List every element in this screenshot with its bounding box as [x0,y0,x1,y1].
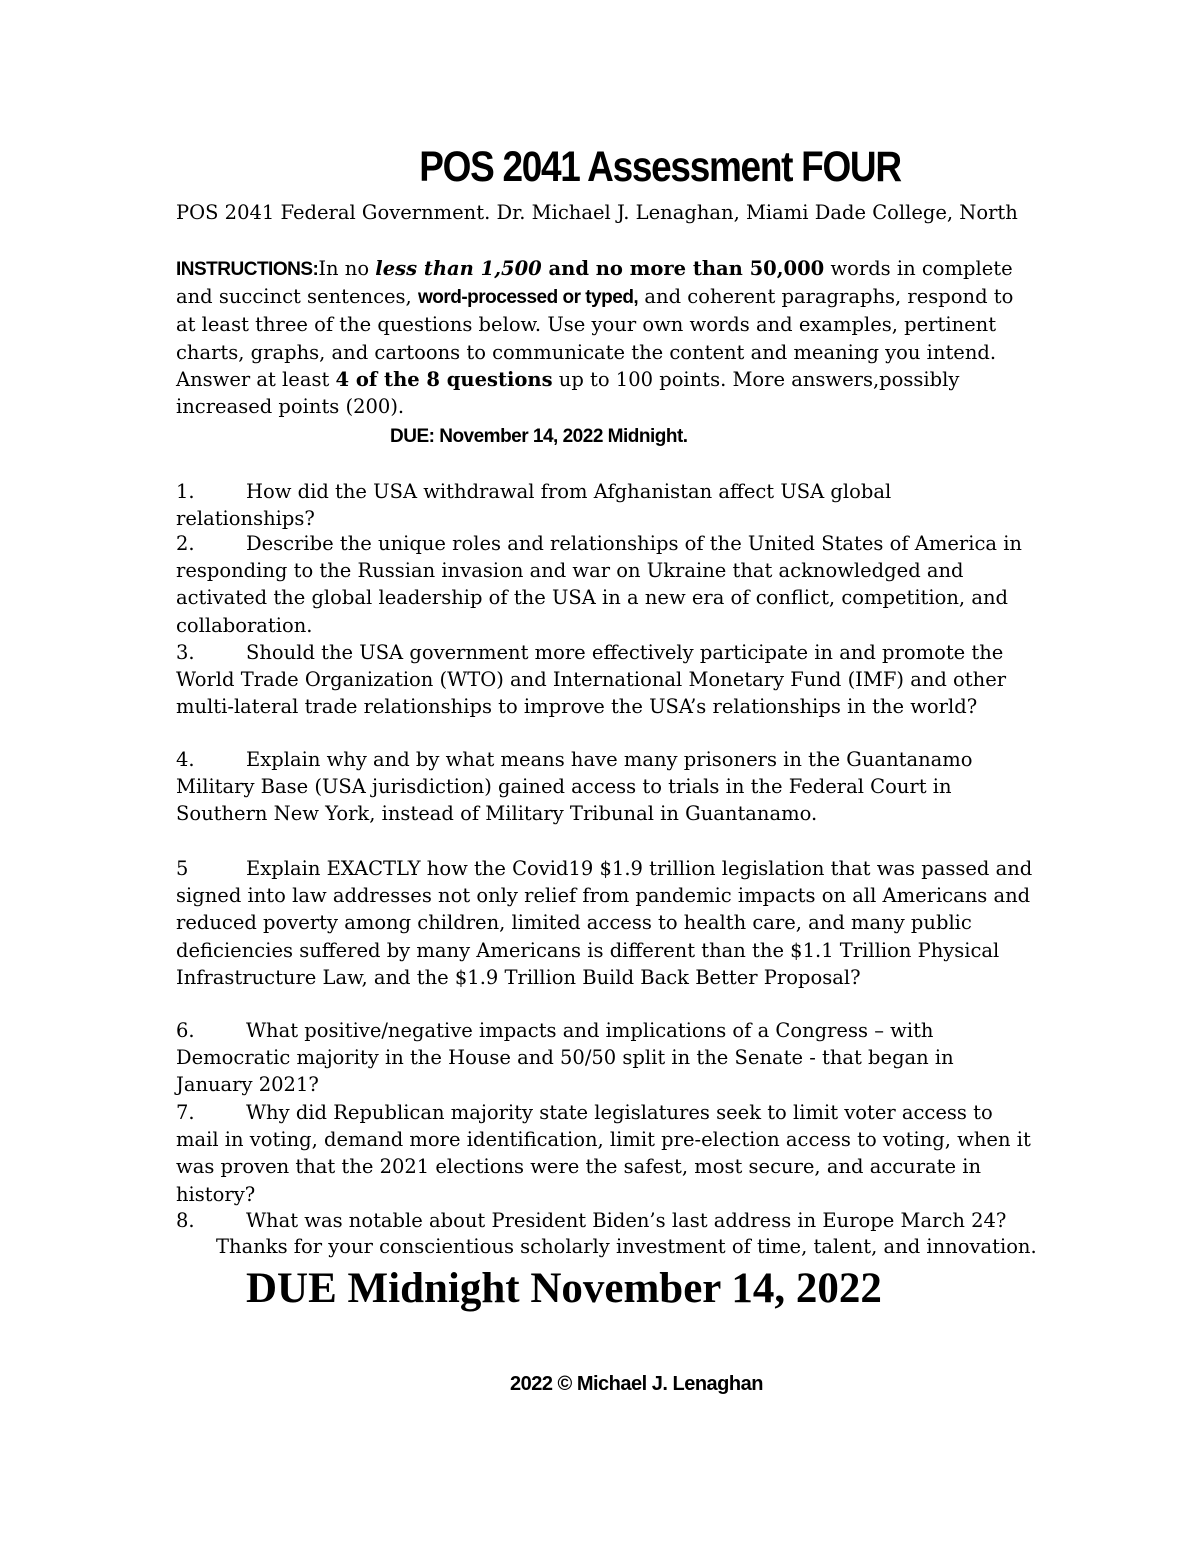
instructions-text-3: and coherent paragraphs, respond to at least three of the questions below. Use your own words and examples, pertinent charts, graphs, and cartoons to communicate the content and meaning you intend. Answer at least [176,285,1014,391]
copyright-notice: 2022 © Michael J. Lenaghan [510,1373,763,1395]
question-item [176,855,1036,991]
instructions-paragraph [176,255,1036,420]
question-number: 8. [176,1209,195,1232]
question-number: 1. [176,480,195,503]
due-date-heading: DUE: November 14, 2022 Midnight. [390,426,688,447]
question-item [176,1099,1036,1208]
question-text: Why did Republican majority state legislatures seek to limit voter access to mail in voting, demand more identification, limit pre-election access to voting, when it was proven that the 2021 elections were the safest, most secure, and accurate in history? [176,1101,1031,1206]
instructions-min-words: less than 1,500 [375,257,542,280]
question-number: 7. [176,1101,195,1124]
question-item [176,530,1036,639]
question-text: Should the USA government more effectively participate in and promote the World Trade Organization (WTO) and International Monetary Fund (IMF) and other multi-lateral trade relationships to improve the USA’s relationships in the world? [176,641,1007,719]
question-item [176,1017,1036,1099]
instructions-format: word-processed or typed, [417,287,639,309]
question-item [176,1207,1036,1234]
instructions-label: INSTRUCTIONS: [176,259,319,280]
instructions-text-1: In no [318,257,376,280]
due-date-banner: DUE Midnight November 14, 2022 [246,1265,882,1312]
instructions-max-words: and no more than 50,000 [541,257,825,280]
instructions-question-count: 4 of the 8 questions [335,367,553,391]
question-text: Explain why and by what means have many prisoners in the Guantanamo Military Base (USA jurisdiction) gained access to trials in the Federal Court in Southern New York, instead of Military Tribunal in Guantanamo. [176,748,973,826]
question-number: 6. [176,1019,195,1042]
question-text: How did the USA withdrawal from Afghanistan affect USA global relationships? [176,480,892,531]
question-text: Describe the unique roles and relationships of the United States of America in responding to the Russian invasion and war on Ukraine that acknowledged and activated the global leadership of the USA in a new era of conflict, competition, and collaboration. [176,532,1022,637]
question-item [176,478,1036,532]
course-subtitle: POS 2041 Federal Government. Dr. Michael J. Lenaghan, Miami Dade College, North [176,201,1018,224]
page-title: POS 2041 Assessment FOUR [419,143,901,191]
question-item [176,639,1036,721]
question-number: 4. [176,748,195,771]
question-number: 2. [176,532,195,555]
question-text: What positive/negative impacts and implications of a Congress – with Democratic majority in the House and 50/50 split in the Senate - that began in January 2021? [176,1019,954,1097]
instructions-text-2: words in complete and succinct sentences, [176,257,1013,309]
instructions-text-4: up to 100 points. More answers,possibly increased points (200). [176,367,960,419]
question-text: Explain EXACTLY how the Covid19 $1.9 trillion legislation that was passed and signed into law addresses not only relief from pandemic impacts on all Americans and reduced poverty among children, limited access to health care, and many public deficiencies suffered by many Americans is different than the $1.1 Trillion Physical Infrastructure Law, and the $1.9 Trillion Build Back Better Proposal? [176,857,1033,989]
thanks-note: Thanks for your conscientious scholarly investment of time, talent, and innovation. [216,1235,1037,1258]
question-item [176,746,1036,828]
question-number: 5 [176,857,189,880]
question-number: 3. [176,641,195,664]
question-text: What was notable about President Biden’s last address in Europe March 24? [246,1209,1007,1232]
